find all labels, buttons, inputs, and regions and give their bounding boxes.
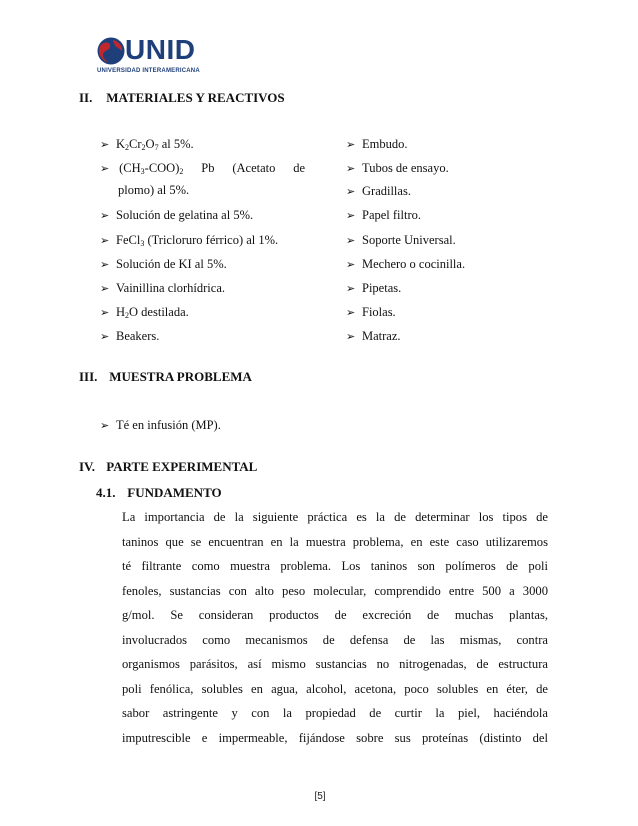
list-item: ➢ Solución de KI al 5%. bbox=[100, 257, 227, 271]
arrow-bullet-icon: ➢ bbox=[100, 420, 110, 432]
arrow-bullet-icon: ➢ bbox=[346, 283, 356, 295]
section-title: PARTE EXPERIMENTAL bbox=[106, 459, 258, 474]
paragraph-line: té filtrante como muestra problema. Los taninos son polímeros de poli bbox=[122, 559, 548, 573]
subsection-fundamento-heading bbox=[96, 485, 222, 501]
paragraph-line: fenoles, sustancias con alto peso molecular, comprendido entre 500 a 3000 bbox=[122, 584, 548, 598]
section-title: MATERIALES Y REACTIVOS bbox=[106, 90, 285, 105]
arrow-bullet-icon: ➢ bbox=[100, 259, 110, 271]
paragraph-line: organismos parásitos, así mismo sustancias no nitrogenadas, de estructura bbox=[122, 657, 548, 671]
arrow-bullet-icon: ➢ bbox=[100, 210, 110, 222]
page-number: [5] bbox=[314, 791, 326, 802]
unid-logo bbox=[96, 36, 206, 80]
section-parte-heading bbox=[79, 459, 257, 475]
list-item: ➢ Solución de gelatina al 5%. bbox=[100, 208, 254, 222]
paragraph-line: La importancia de la siguiente práctica es la de determinar los tipos de bbox=[122, 510, 548, 524]
list-item-continuation: plomo) al 5%. bbox=[118, 183, 190, 197]
logo-wordmark: UNID bbox=[125, 34, 196, 65]
paragraph-line: poli fenólica, solubles en agua, alcohol, acetona, poco solubles en éter, de bbox=[122, 682, 548, 696]
list-item: ➢ Vainillina clorhídrica. bbox=[100, 281, 225, 295]
globe-icon bbox=[96, 36, 126, 66]
section-muestra-heading bbox=[79, 369, 252, 385]
paragraph-line: taninos que se encuentran en la muestra problema, en este caso utilizaremos bbox=[122, 535, 548, 549]
arrow-bullet-icon: ➢ bbox=[100, 163, 110, 175]
section-number: IV. bbox=[79, 459, 96, 474]
logo-subtitle: UNIVERSIDAD INTERAMERICANA bbox=[97, 68, 200, 74]
section-number: III. bbox=[79, 369, 98, 384]
list-item: ➢ FeCl$_3$ (Tricloruro férrico) al 1%. bbox=[100, 233, 279, 248]
arrow-bullet-icon: ➢ bbox=[346, 235, 356, 247]
list-item: ➢ Pipetas. bbox=[346, 281, 402, 295]
arrow-bullet-icon: ➢ bbox=[346, 186, 356, 198]
list-item: ➢ $(CH_3-COO)_2$ Pb (Acetato de bbox=[100, 161, 306, 176]
subsection-title: FUNDAMENTO bbox=[127, 485, 222, 500]
arrow-bullet-icon: ➢ bbox=[346, 307, 356, 319]
list-item: ➢ Gradillas. bbox=[346, 184, 411, 198]
list-item: ➢ $H_2O$ destilada. bbox=[100, 305, 189, 320]
arrow-bullet-icon: ➢ bbox=[346, 139, 356, 151]
section-number: II. bbox=[79, 90, 93, 105]
arrow-bullet-icon: ➢ bbox=[100, 283, 110, 295]
list-item: ➢ Embudo. bbox=[346, 137, 408, 151]
arrow-bullet-icon: ➢ bbox=[100, 331, 110, 343]
list-item: ➢ Fiolas. bbox=[346, 305, 396, 319]
list-item: ➢ Papel filtro. bbox=[346, 208, 422, 222]
list-item: ➢ Tubos de ensayo. bbox=[346, 161, 449, 175]
section-title: MUESTRA PROBLEMA bbox=[109, 369, 252, 384]
arrow-bullet-icon: ➢ bbox=[346, 210, 356, 222]
list-item: ➢ $K_2Cr_2O_7$ al 5%. bbox=[100, 137, 194, 152]
arrow-bullet-icon: ➢ bbox=[100, 235, 110, 247]
arrow-bullet-icon: ➢ bbox=[100, 139, 110, 151]
subsection-number: 4.1. bbox=[96, 485, 116, 500]
arrow-bullet-icon: ➢ bbox=[346, 163, 356, 175]
arrow-bullet-icon: ➢ bbox=[346, 331, 356, 343]
arrow-bullet-icon: ➢ bbox=[346, 259, 356, 271]
list-item: ➢ Mechero o cocinilla. bbox=[346, 257, 466, 271]
list-item: ➢ Matraz. bbox=[346, 329, 401, 343]
section-materiales-heading bbox=[79, 90, 285, 106]
list-item: ➢ Soporte Universal. bbox=[346, 233, 456, 247]
list-item: ➢ Beakers. bbox=[100, 329, 160, 343]
paragraph-line: sabor astringente y con la propiedad de curtir la piel, haciéndola bbox=[122, 706, 548, 720]
paragraph-line: g/mol. Se consideran productos de excreción de muchas plantas, bbox=[122, 608, 548, 622]
arrow-bullet-icon: ➢ bbox=[100, 307, 110, 319]
paragraph-line: imputrescible e impermeable, fijándose sobre sus proteínas (distinto del bbox=[122, 731, 548, 745]
list-item: ➢ Té en infusión (MP). bbox=[100, 418, 221, 432]
paragraph-line: involucrados como mecanismos de defensa de las mismas, contra bbox=[122, 633, 548, 647]
